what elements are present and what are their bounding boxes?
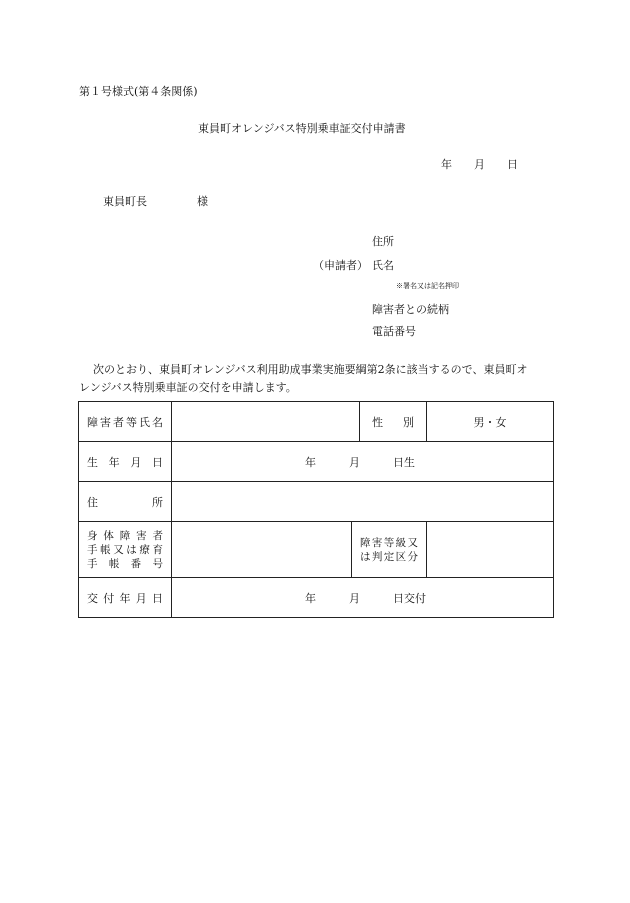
row-issue-date: [79, 578, 554, 618]
issue-value: 年 月 日交付: [305, 591, 426, 605]
grade-label-cell: [352, 522, 427, 578]
document-title: 東員町オレンジバス特別乗車証交付申請書: [198, 122, 406, 135]
applicant-name-label: 氏名: [372, 259, 394, 272]
birth-value: 年 月 日生: [305, 455, 415, 469]
handbook-number-cell[interactable]: [172, 522, 352, 578]
row-handbook: [79, 522, 554, 578]
applicant-address-label: 住所: [372, 235, 394, 248]
name-label-cell: 障害者等氏名: [79, 402, 172, 442]
applicant-relation-label: 障害者との続柄: [372, 303, 449, 316]
grade-value-cell[interactable]: [427, 522, 554, 578]
handbook-label-1: 身体障害者: [87, 529, 163, 542]
body-line-1: 次のとおり、東員町オレンジバス利用助成事業実施要綱第2条に該当するので、東員町オ: [93, 363, 528, 376]
sex-label-1: 性: [372, 415, 383, 429]
applicant-tag: （申請者）: [313, 259, 368, 272]
row-name: [79, 402, 554, 442]
row-birth: [79, 442, 554, 482]
row-address: [79, 482, 554, 522]
addressee-honorific: 様: [197, 195, 208, 208]
issue-label-cell: 交付年月日: [79, 578, 172, 618]
applicant-phone-label: 電話番号: [372, 325, 416, 338]
handbook-label-2: 手帳又は療育: [87, 543, 163, 556]
body-line-2: レンジバス特別乗車証の交付を申請します。: [79, 381, 297, 394]
handbook-label-3: 手 帳 番 号: [87, 557, 163, 570]
address-input-cell[interactable]: [172, 482, 554, 522]
name-input-cell[interactable]: [172, 402, 360, 442]
grade-label-2: は判定区分: [360, 550, 418, 563]
birth-label-cell: 生 年 月 日: [79, 442, 172, 482]
sex-label-cell: [360, 402, 427, 442]
application-table: [78, 401, 554, 618]
address-label-cell: 住 所: [79, 482, 172, 522]
form-number: 第１号様式(第４条関係): [79, 85, 198, 98]
date-line: 年 月 日: [441, 158, 518, 171]
sex-label-2: 別: [403, 415, 414, 429]
handbook-label-cell: [79, 522, 172, 578]
sex-value-cell[interactable]: 男・女: [427, 402, 554, 442]
seal-note: ※署名又は記名押印: [396, 282, 459, 290]
birth-value-cell[interactable]: [172, 442, 554, 482]
addressee-mayor: 東員町長: [103, 195, 147, 208]
grade-label-1: 障害等級又: [360, 536, 418, 549]
issue-value-cell[interactable]: [172, 578, 554, 618]
